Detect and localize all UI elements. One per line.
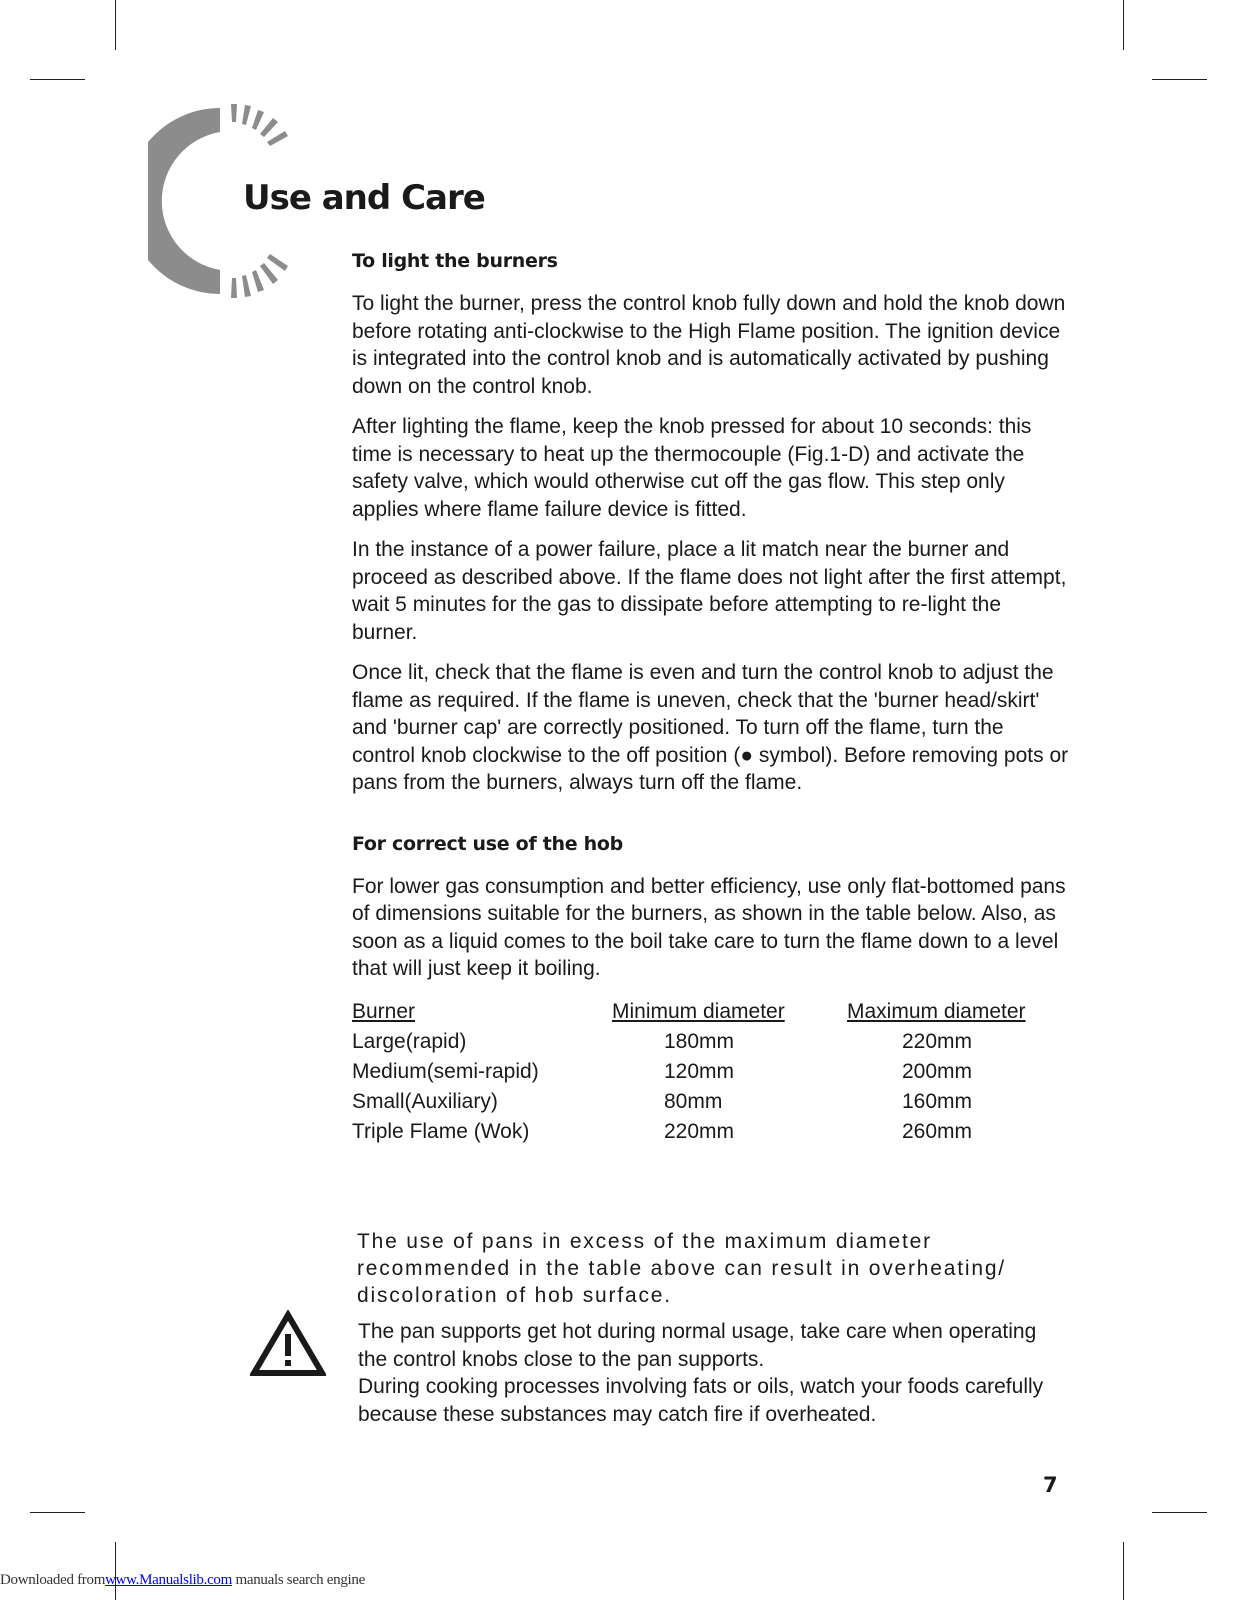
table-cell: 80mm: [664, 1089, 723, 1113]
table-cell: 260mm: [902, 1119, 973, 1143]
section-heading: For correct use of the hob: [352, 832, 623, 855]
footer-prefix: Downloaded from: [0, 1572, 106, 1588]
pan-size-note: The use of pans in excess of the maximum diameter recommended in the table above can result in overheating/ discoloration of hob surface.: [357, 1230, 1006, 1307]
table-row: [352, 1087, 1057, 1117]
table-cell: 180mm: [664, 1029, 735, 1053]
page-title: Use and Care: [243, 178, 485, 218]
warning-triangle-icon: [250, 1310, 326, 1378]
page-number: 7: [1043, 1473, 1058, 1497]
section-heading: To light the burners: [352, 250, 558, 272]
table-row: [352, 1027, 1057, 1057]
footer-suffix: manuals search engine: [232, 1572, 365, 1588]
warning-line: The pan supports get hot during normal usage, take care when operating the control knobs close to the pan supports.: [358, 1320, 1037, 1371]
paragraph: For lower gas consumption and better efficiency, use only flat-bottomed pans of dimensions suitable for the burners, as shown in the table below. Also, as soon as a liquid comes to the boil take care to turn the flame down to a level that will just keep it boiling.: [352, 874, 1066, 980]
table-row: [352, 1057, 1057, 1087]
warning-text: [358, 1318, 1058, 1428]
paragraph: In the instance of a power failure, place a lit match near the burner and proceed as described above. If the flame does not light after the first attempt, wait 5 minutes for the gas to dissipate before attempting to re-light the burner.: [352, 538, 1067, 644]
crop-mark: [30, 79, 85, 80]
table-cell: Triple Flame (Wok): [352, 1119, 530, 1143]
table-row: [352, 1117, 1057, 1147]
crop-mark: [115, 1542, 116, 1600]
burner-table: [352, 997, 1057, 1147]
crop-mark: [1152, 1512, 1207, 1513]
column-header: Minimum diameter: [612, 999, 785, 1023]
crop-mark: [1152, 79, 1207, 80]
crop-mark: [115, 0, 116, 50]
manualslib-link[interactable]: www.Manualslib.com: [105, 1572, 233, 1588]
crop-mark: [30, 1512, 85, 1513]
table-cell: 160mm: [902, 1089, 973, 1113]
table-cell: Small(Auxiliary): [352, 1089, 498, 1113]
table-cell: Medium(semi-rapid): [352, 1059, 539, 1083]
crop-mark: [1123, 0, 1124, 50]
paragraph: After lighting the flame, keep the knob pressed for about 10 seconds: this time is necessary to heat up the thermocouple (Fig.1-D) and activate the safety valve, which would otherwise cut off the gas flow. This step only applies where flame failure device is fitted.: [352, 415, 1032, 521]
paragraph: Once lit, check that the flame is even and turn the control knob to adjust the flame as required. If the flame is uneven, check that the 'burner head/skirt' and 'burner cap' are correctly positioned. To turn off the flame, turn the control knob clockwise to the off position (● symbol). Before removing pots or pans from the burners, always turn off the flame.: [352, 661, 1069, 794]
table-header-row: [352, 997, 1057, 1027]
warning-line: During cooking processes involving fats or oils, watch your foods carefully because these substances may catch fire if overheated.: [358, 1375, 1044, 1426]
table-cell: 220mm: [902, 1029, 973, 1053]
paragraph: To light the burner, press the control knob fully down and hold the knob down before rotating anti-clockwise to the High Flame position. The ignition device is integrated into the control knob and is automatically activated by pushing down on the control knob.: [352, 292, 1066, 398]
download-footer: [0, 1572, 365, 1589]
table-cell: Large(rapid): [352, 1029, 467, 1053]
main-content: [352, 250, 1072, 1147]
table-cell: 220mm: [664, 1119, 735, 1143]
crop-mark: [1123, 1542, 1124, 1600]
column-header: Burner: [352, 999, 416, 1023]
table-cell: 200mm: [902, 1059, 973, 1083]
column-header: Maximum diameter: [847, 999, 1026, 1023]
table-cell: 120mm: [664, 1059, 735, 1083]
